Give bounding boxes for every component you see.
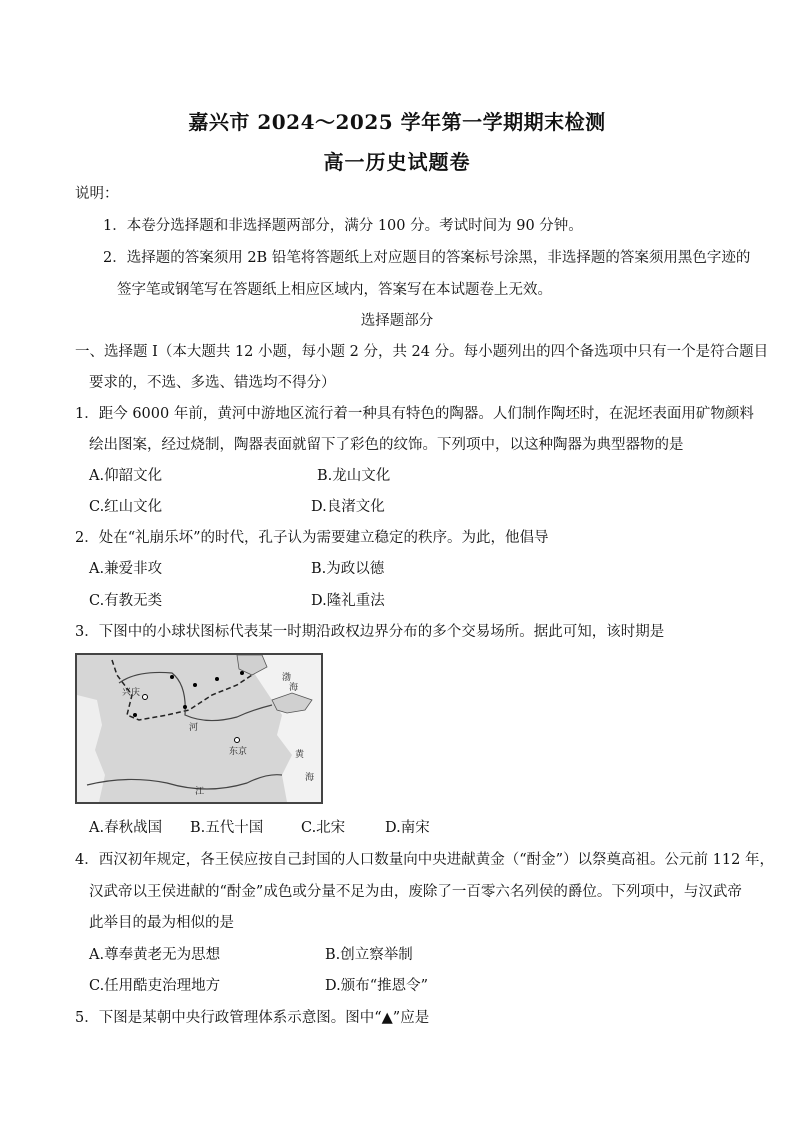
market-icon: [133, 713, 137, 717]
q4-stem-line-3: 此举目的最为相似的是: [89, 915, 234, 931]
market-icon: [240, 671, 244, 675]
market-icon: [193, 683, 197, 687]
q2-option-c: C.有教无类: [89, 593, 163, 609]
q2-option-d: D.隆礼重法: [311, 593, 385, 609]
q1-option-d: D.良渚文化: [311, 499, 385, 515]
q4-option-c: C.任用酷吏治理地方: [89, 978, 221, 994]
map-label-bo: 渤: [282, 673, 292, 683]
q1-option-b: B.龙山文化: [317, 468, 391, 484]
map-label-hai2: 海: [305, 773, 315, 783]
market-icon: [143, 695, 148, 700]
exam-subtitle: 高一历史试题卷: [323, 150, 471, 174]
q3-option-b: B.五代十国: [190, 820, 264, 836]
q1-option-a: A.仰韶文化: [89, 468, 163, 484]
map-label-hai: 海: [289, 683, 299, 693]
q3-map-figure: [75, 653, 323, 804]
section-heading: 选择题部分: [360, 313, 434, 329]
q4-option-a: A.尊奉黄老无为思想: [89, 947, 221, 963]
q3-option-a: A.春秋战国: [89, 820, 163, 836]
q4-option-b: B.创立察举制: [325, 947, 413, 963]
q1-option-c: C.红山文化: [89, 499, 163, 515]
q3-stem: 3．下图中的小球状图标代表某一时期沿政权边界分布的多个交易场所。据此可知，该时期是: [75, 624, 665, 640]
capital-icon: [235, 738, 240, 743]
yangtze-river: [87, 775, 282, 789]
q5-stem: 5．下图是某朝中央行政管理体系示意图。图中“▲”应是: [75, 1010, 430, 1026]
q1-stem-line-2: 绘出图案，经过烧制，陶器表面就留下了彩色的纹饰。下列项中，以这种陶器为典型器物的是: [89, 437, 684, 453]
map-label-jiang: 江: [195, 787, 205, 797]
map-label-dongjing: 东京: [229, 747, 248, 757]
q1-stem-line-1: 1．距今 6000 年前，黄河中游地区流行着一种具有特色的陶器。人们制作陶坯时，在泥坯表面用矿物颜料: [75, 406, 754, 422]
q2-option-b: B.为政以德: [311, 561, 385, 577]
q3-option-c: C.北宋: [301, 820, 346, 836]
q3-option-d: D.南宋: [385, 820, 430, 836]
section-intro-line-1: 一、选择题 I（本大题共 12 小题，每小题 2 分，共 24 分。每小题列出的四个备选项中只有一个是符合题目: [75, 344, 769, 360]
market-icon: [170, 675, 174, 679]
yellow-river: [119, 672, 272, 720]
section-intro-line-2: 要求的，不选、多选、错选均不得分）: [89, 375, 336, 391]
note-2-line-2: 签字笔或钢笔写在答题纸上相应区域内，答案写在本试题卷上无效。: [117, 282, 552, 298]
q4-stem-line-2: 汉武帝以王侯进献的“酎金”成色或分量不足为由，废除了一百零六名列侯的爵位。下列项中，与汉武帝: [89, 884, 742, 900]
map-label-xingqing: 兴庆: [122, 688, 141, 698]
q4-option-d: D.颁布“推恩令”: [325, 978, 429, 994]
q2-stem: 2．处在“礼崩乐坏”的时代，孔子认为需要建立稳定的秩序。为此，他倡导: [75, 530, 549, 546]
note-1: 1．本卷分选择题和非选择题两部分，满分 100 分。考试时间为 90 分钟。: [103, 218, 583, 234]
market-icon: [183, 705, 187, 709]
map-label-he: 河: [189, 723, 199, 733]
note-2-line-1: 2．选择题的答案须用 2B 铅笔将答题纸上对应题目的答案标号涂黑，非选择题的答案须用黑色字迹的: [103, 250, 751, 266]
exam-title: 嘉兴市 2024～2025 学年第一学期期末检测: [188, 110, 606, 134]
q4-stem-line-1: 4．西汉初年规定，各王侯应按自己封国的人口数量向中央进献黄金（“酎金”）以祭奠高祖。公元前 112 年，: [75, 852, 774, 868]
market-icon: [215, 677, 219, 681]
q2-option-a: A.兼爱非攻: [89, 561, 163, 577]
west-plateau-area: [77, 695, 105, 802]
notes-label: 说明：: [75, 186, 119, 202]
map-label-huang: 黄: [295, 750, 305, 760]
